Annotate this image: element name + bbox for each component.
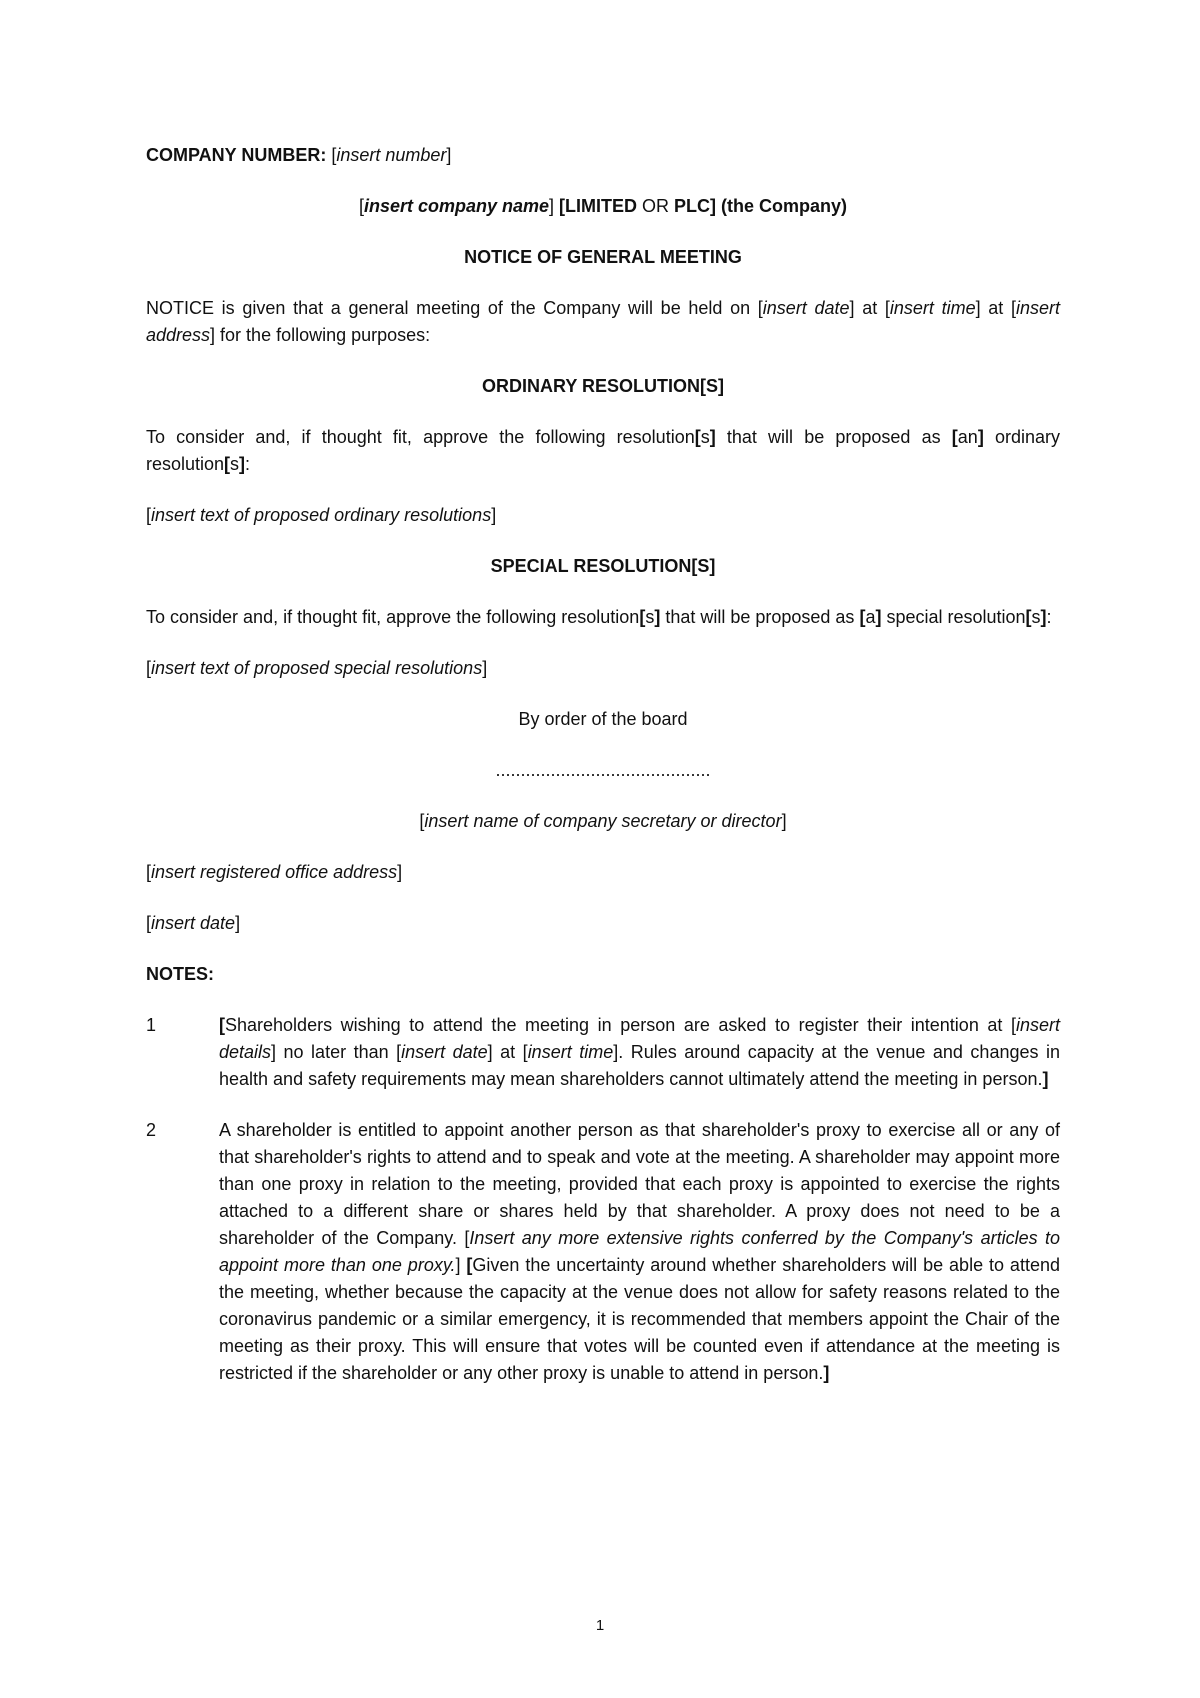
signature-line: ........................................... bbox=[495, 760, 711, 780]
company-name-placeholder: insert company name bbox=[363, 196, 550, 216]
company-number-label: COMPANY NUMBER: bbox=[146, 145, 327, 165]
special-resolutions-text: [insert text of proposed special resolutions] bbox=[146, 658, 488, 678]
note-number: 1 bbox=[146, 1015, 157, 1035]
page-number: 1 bbox=[595, 1617, 605, 1634]
note-number: 2 bbox=[146, 1120, 157, 1140]
meeting-address-placeholder: insert address bbox=[146, 298, 1060, 345]
document-title: NOTICE OF GENERAL MEETING bbox=[464, 247, 742, 267]
by-order-of-board: By order of the board bbox=[518, 709, 688, 729]
document-page bbox=[146, 142, 1060, 1411]
special-resolutions-intro: To consider and, if thought fit, approve the following resolution[s] that will be proposed as [a] special resolution[s]: bbox=[146, 607, 1052, 627]
company-number-line: COMPANY NUMBER: [insert number] bbox=[146, 145, 452, 165]
meeting-date-placeholder: insert date bbox=[762, 298, 850, 318]
note-body: [Shareholders wishing to attend the meeting in person are asked to register their intention at [insert details] no later than [insert date] at [insert time]. Rules around capacity at the venue and changes in health and safety requirements may mean shareholders cannot ultimately attend the meeting in person.] bbox=[219, 1015, 1060, 1089]
note-item-1 bbox=[146, 1012, 1060, 1093]
company-name-line: [insert company name] [LIMITED OR PLC] (the Company) bbox=[358, 196, 848, 216]
note-item-2 bbox=[146, 1117, 1060, 1387]
note-body: A shareholder is entitled to appoint another person as that shareholder's proxy to exercise all or any of that shareholder's rights to attend and to speak and vote at the meeting. A shareholder may appoint more than one proxy in relation to the meeting, provided that each proxy is appointed to exercise the rights attached to a different share or shares held by that shareholder. A proxy does not need to be a shareholder of the Company. [Insert any more extensive rights conferred by the Company's articles to appoint more than one proxy.] [Given the uncertainty around whether shareholders will be able to attend the meeting, whether because the capacity at the venue does not allow for safety reasons related to the coronavirus pandemic or a similar emergency, it is recommended that members appoint the Chair of the meeting as their proxy. This will ensure that votes will be counted even if attendance at the meeting is restricted if the shareholder or any other proxy is unable to attend in person.] bbox=[219, 1120, 1060, 1383]
notes-heading: NOTES: bbox=[146, 964, 215, 984]
company-number-placeholder: insert number bbox=[336, 145, 447, 165]
meeting-time-placeholder: insert time bbox=[889, 298, 976, 318]
notice-date-line: [insert date] bbox=[146, 913, 241, 933]
signatory-name-line: [insert name of company secretary or director] bbox=[419, 811, 787, 831]
registered-office-line: [insert registered office address] bbox=[146, 862, 403, 882]
ordinary-resolutions-intro: To consider and, if thought fit, approve the following resolution[s] that will be proposed as [an] ordinary resolution[s]: bbox=[146, 427, 1060, 474]
ordinary-resolutions-heading: ORDINARY RESOLUTION[S] bbox=[481, 376, 724, 396]
ordinary-resolutions-text: [insert text of proposed ordinary resolutions] bbox=[146, 505, 497, 525]
special-resolutions-heading: SPECIAL RESOLUTION[S] bbox=[490, 556, 716, 576]
notice-paragraph: NOTICE is given that a general meeting of the Company will be held on [insert date] at [insert time] at [insert address] for the following purposes: bbox=[146, 298, 1060, 345]
